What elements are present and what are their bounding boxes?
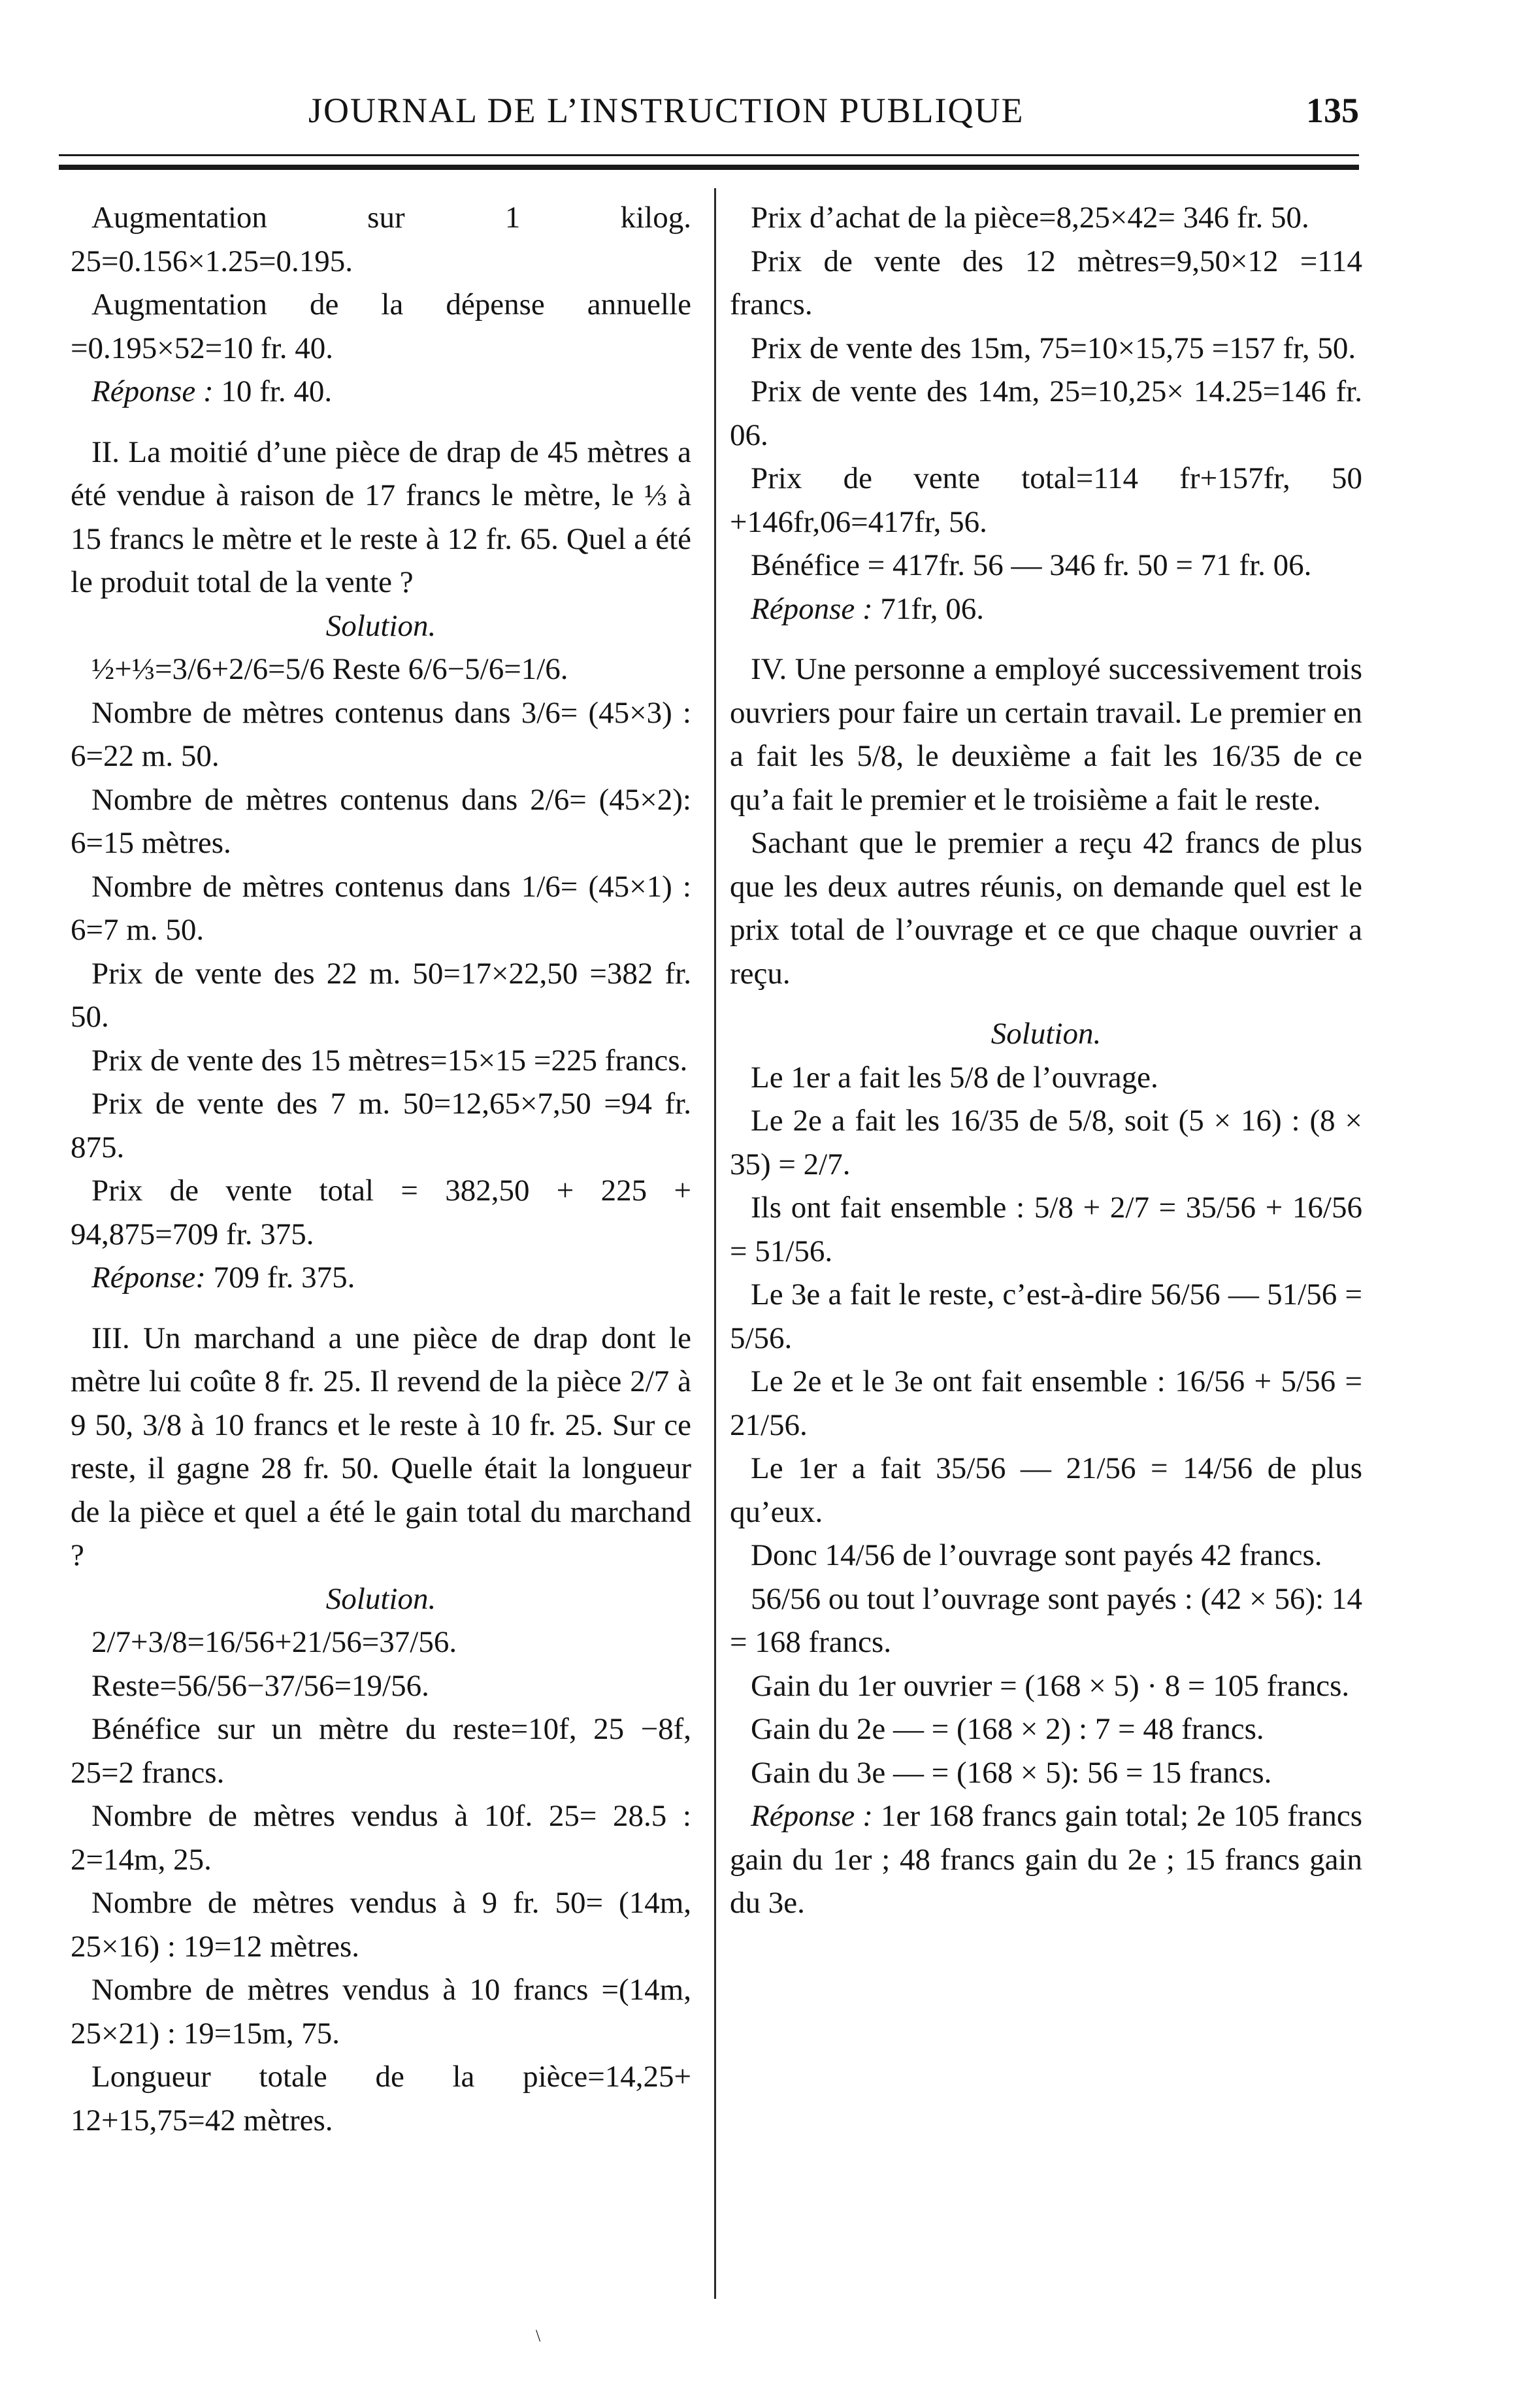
paragraph bbox=[730, 821, 1362, 995]
paragraph bbox=[71, 1039, 691, 1083]
paragraph-text: Nombre de mètres vendus à 10 francs =(14m, 25×21) : 19=15m, 75. bbox=[71, 1973, 691, 2051]
paragraph-text: 10 fr. 40. bbox=[213, 374, 333, 408]
header-rule-thick bbox=[59, 165, 1359, 170]
paragraph-text: Prix de vente total = 382,50 + 225 + 94,875=709 fr. 375. bbox=[71, 1174, 691, 1251]
paragraph-text: Prix de vente des 14m, 25=10,25× 14.25=146 fr. 06. bbox=[730, 374, 1362, 452]
paragraph bbox=[730, 240, 1362, 327]
paragraph bbox=[730, 1056, 1362, 1100]
paragraph bbox=[730, 196, 1362, 240]
running-title: JOURNAL DE L’INSTRUCTION PUBLIQUE bbox=[308, 91, 1024, 130]
paragraph-text: Augmentation de la dépense annuelle =0.195×52=10 fr. 40. bbox=[71, 288, 691, 365]
paragraph bbox=[71, 1317, 691, 1577]
paragraph bbox=[71, 1621, 691, 1664]
column-divider bbox=[714, 188, 716, 2299]
paragraph-text: Augmentation sur 1 kilog. 25=0.156×1.25=0.195. bbox=[71, 201, 691, 278]
answer-line bbox=[730, 1794, 1362, 1925]
paragraph-text: Gain du 1er ouvrier = (168 × 5) · 8 = 105 francs. bbox=[751, 1668, 1350, 1703]
page-number: 135 bbox=[1306, 91, 1359, 130]
paragraph bbox=[730, 1273, 1362, 1360]
paragraph-text: Bénéfice = 417fr. 56 — 346 fr. 50 = 71 fr. 06. bbox=[751, 548, 1312, 582]
paragraph-text: ½+⅓=3/6+2/6=5/6 Reste 6/6−5/6=1/6. bbox=[91, 652, 568, 686]
paragraph-text: Longueur totale de la pièce=14,25+ 12+15,75=42 mètres. bbox=[71, 2060, 691, 2137]
paragraph-text: Prix d’achat de la pièce=8,25×42= 346 fr. 50. bbox=[751, 201, 1309, 235]
paragraph-text: II. La moitié d’une pièce de drap de 45 mètres a été vendue à raison de 17 francs le mètre, le ⅓ à 15 francs le mètre et le reste à 12 fr. 65. Quel a été le produit total de la vente ? bbox=[71, 435, 691, 599]
paragraph-text: Donc 14/56 de l’ouvrage sont payés 42 francs. bbox=[751, 1538, 1322, 1572]
paragraph-text: Ils ont fait ensemble : 5/8 + 2/7 = 35/56 + 16/56 = 51/56. bbox=[730, 1191, 1362, 1268]
paragraph bbox=[71, 1707, 691, 1794]
answer-line bbox=[71, 370, 691, 414]
paragraph-text: Le 1er a fait 35/56 — 21/56 = 14/56 de plus qu’eux. bbox=[730, 1451, 1362, 1529]
paragraph-text: Solution. bbox=[325, 608, 436, 643]
paragraph-text: Prix de vente des 22 m. 50=17×22,50 =382 fr. 50. bbox=[71, 956, 691, 1034]
paragraph-text: Nombre de mètres contenus dans 2/6= (45×2): 6=15 mètres. bbox=[71, 782, 691, 860]
answer-label: Réponse : bbox=[751, 591, 873, 626]
paragraph-text: Le 2e et le 3e ont fait ensemble : 16/56 + 5/56 = 21/56. bbox=[730, 1364, 1362, 1442]
paragraph bbox=[71, 283, 691, 370]
left-column bbox=[71, 196, 691, 2142]
paragraph bbox=[71, 431, 691, 604]
paragraph-text: Bénéfice sur un mètre du reste=10f, 25 −8f, 25=2 francs. bbox=[71, 1712, 691, 1790]
paragraph-text: Nombre de mètres vendus à 10f. 25= 28.5 : 2=14m, 25. bbox=[71, 1799, 691, 1877]
paragraph bbox=[730, 457, 1362, 544]
paragraph-text: Nombre de mètres vendus à 9 fr. 50= (14m, 25×16) : 19=12 mètres. bbox=[71, 1886, 691, 1964]
paragraph bbox=[730, 370, 1362, 457]
paragraph bbox=[71, 1082, 691, 1169]
paragraph bbox=[730, 1360, 1362, 1447]
paragraph bbox=[730, 1577, 1362, 1664]
paragraph bbox=[71, 648, 691, 691]
paragraph-text: 56/56 ou tout l’ouvrage sont payés : (42 × 56): 14 = 168 francs. bbox=[730, 1581, 1362, 1659]
paragraph-text: Solution. bbox=[325, 1581, 436, 1616]
paragraph bbox=[730, 1447, 1362, 1534]
paragraph bbox=[71, 2055, 691, 2142]
page-header bbox=[65, 90, 1359, 149]
paragraph bbox=[730, 1186, 1362, 1273]
paragraph-text: IV. Une personne a employé successivement trois ouvriers pour faire un certain travail. Le premier en a fait les 5/8, le deuxième a fait les 16/35 de ce qu’a fait le premier et le troisième a fait le reste. bbox=[730, 652, 1362, 817]
answer-line bbox=[71, 1256, 691, 1300]
paragraph bbox=[71, 1794, 691, 1881]
paragraph-text: Nombre de mètres contenus dans 1/6= (45×1) : 6=7 m. 50. bbox=[71, 869, 691, 947]
answer-label: Réponse : bbox=[751, 1799, 873, 1833]
paragraph bbox=[71, 778, 691, 865]
paragraph bbox=[730, 1707, 1362, 1751]
paragraph bbox=[730, 327, 1362, 371]
paragraph-text: 709 fr. 375. bbox=[205, 1261, 355, 1294]
paragraph-text: III. Un marchand a une pièce de drap dont le mètre lui coûte 8 fr. 25. Il revend de la pièce 2/7 à 9 50, 3/8 à 10 francs et le reste à 10 fr. 25. Sur ce reste, il gagne 28 fr. 50. Quelle était la longueur de la pièce et quel a été le gain total du marchand ? bbox=[71, 1321, 691, 1572]
paragraph-text: Gain du 2e — = (168 × 2) : 7 = 48 francs. bbox=[751, 1712, 1264, 1746]
paragraph bbox=[71, 196, 691, 283]
paragraph-text: Le 1er a fait les 5/8 de l’ouvrage. bbox=[751, 1060, 1158, 1095]
answer-label: Réponse: bbox=[91, 1261, 206, 1294]
paragraph bbox=[730, 1751, 1362, 1795]
paragraph bbox=[71, 1968, 691, 2055]
paragraph bbox=[730, 544, 1362, 587]
page-mark: \ bbox=[536, 2326, 541, 2345]
paragraph-text: Sachant que le premier a reçu 42 francs de plus que les deux autres réunis, on demande quel est le prix total de l’ouvrage et ce que chaque ouvrier a reçu. bbox=[730, 826, 1362, 991]
paragraph-text: 2/7+3/8=16/56+21/56=37/56. bbox=[91, 1625, 457, 1659]
paragraph-text: Nombre de mètres contenus dans 3/6= (45×3) : 6=22 m. 50. bbox=[71, 695, 691, 773]
right-column bbox=[730, 196, 1362, 1925]
paragraph bbox=[71, 691, 691, 778]
paragraph-text: Prix de vente des 12 mètres=9,50×12 =114 francs. bbox=[730, 244, 1362, 322]
paragraph-text: 1er 168 francs gain total; 2e 105 francs gain du 1er ; 48 francs gain du 2e ; 15 francs gain du 3e. bbox=[730, 1799, 1363, 1920]
paragraph-text: Prix de vente des 15 mètres=15×15 =225 francs. bbox=[91, 1043, 688, 1078]
paragraph-text: 71fr, 06. bbox=[872, 591, 985, 626]
paragraph-text: Prix de vente total=114 fr+157fr, 50 +146fr,06=417fr, 56. bbox=[730, 461, 1362, 539]
paragraph bbox=[71, 1169, 691, 1256]
paragraph-text: Solution. bbox=[991, 1017, 1102, 1051]
paragraph bbox=[730, 1099, 1362, 1186]
paragraph-text: Le 2e a fait les 16/35 de 5/8, soit (5 × 16) : (8 × 35) = 2/7. bbox=[730, 1104, 1362, 1181]
paragraph bbox=[730, 648, 1362, 821]
paragraph bbox=[71, 952, 691, 1039]
solution-heading bbox=[71, 604, 691, 648]
paragraph-text: Prix de vente des 7 m. 50=12,65×7,50 =94 fr. 875. bbox=[71, 1087, 691, 1164]
paragraph bbox=[730, 1664, 1362, 1708]
answer-label: Réponse : bbox=[91, 374, 214, 408]
paragraph bbox=[71, 1664, 691, 1708]
paragraph-text: Le 3e a fait le reste, c’est-à-dire 56/56 — 51/56 = 5/56. bbox=[730, 1278, 1362, 1355]
header-rule-thin bbox=[59, 154, 1359, 156]
paragraph bbox=[71, 865, 691, 952]
paragraph bbox=[730, 1534, 1362, 1577]
paragraph-text: Prix de vente des 15m, 75=10×15,75 =157 fr, 50. bbox=[751, 331, 1356, 365]
answer-line bbox=[730, 587, 1362, 631]
paragraph-text: Gain du 3e — = (168 × 5): 56 = 15 francs. bbox=[751, 1755, 1272, 1790]
solution-heading bbox=[730, 1012, 1362, 1056]
paragraph bbox=[71, 1881, 691, 1968]
paragraph-text: Reste=56/56−37/56=19/56. bbox=[91, 1668, 429, 1703]
solution-heading bbox=[71, 1577, 691, 1621]
